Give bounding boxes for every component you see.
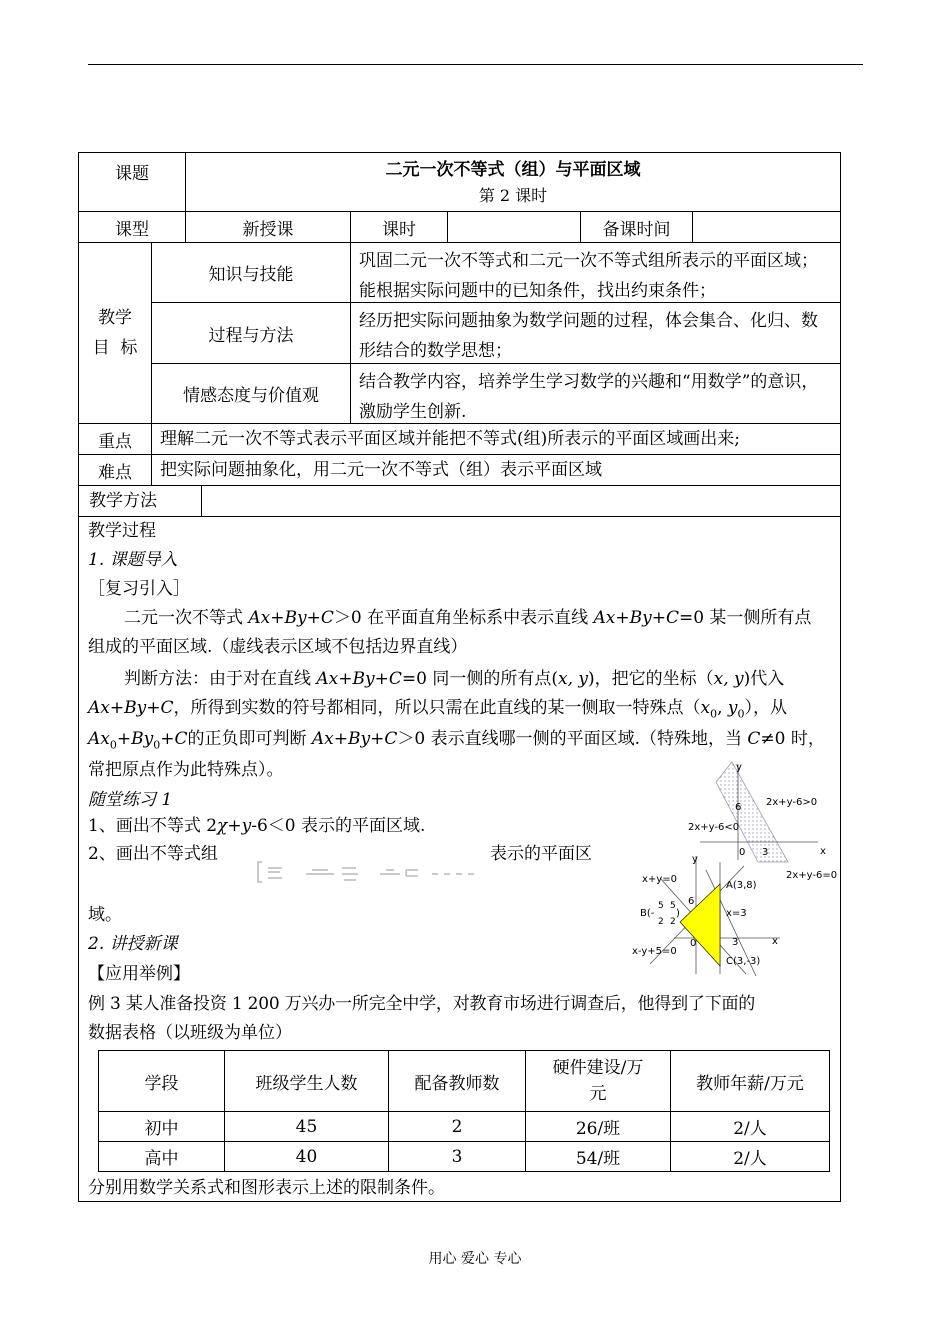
cell: 26/班 bbox=[526, 1112, 671, 1142]
method-label-cell bbox=[78, 485, 202, 517]
difficulty-text-cell bbox=[151, 454, 841, 486]
g2-six: 6 bbox=[688, 896, 695, 907]
goal-name-process bbox=[151, 302, 351, 364]
paragraph-1-line-1 bbox=[88, 604, 869, 633]
goal-text-1: 巩固二元一次不等式和二元一次不等式组所表示的平面区域；能根据实际问题中的已知条件，找出约束条件； bbox=[359, 251, 818, 301]
p2l2-g: 0 bbox=[737, 707, 745, 721]
paragraph-2-line-3 bbox=[88, 725, 833, 759]
key-point-text-cell bbox=[151, 423, 841, 455]
cell: 40 bbox=[225, 1142, 389, 1172]
apply-heading: 【应用举例】 bbox=[88, 964, 190, 984]
header-rule bbox=[88, 64, 863, 65]
g2-line-x-3: x=3 bbox=[726, 908, 747, 919]
page-footer: 用心 爱心 专心 bbox=[428, 1251, 522, 1267]
table-row bbox=[99, 1112, 830, 1142]
method-label: 教学方法 bbox=[89, 491, 157, 511]
g2-line-2x-y-6: 2x+y-6=0 bbox=[786, 870, 838, 881]
hours-label-cell bbox=[350, 211, 448, 243]
exercise-2-tail: 域。 bbox=[88, 905, 122, 925]
p2l3-j: ≠0 时， bbox=[760, 729, 825, 749]
difficulty-label-cell bbox=[78, 454, 152, 486]
key-point-label: 重点 bbox=[98, 431, 132, 452]
graph-feasible-triangle bbox=[630, 852, 840, 977]
type-value: 新授课 bbox=[242, 219, 294, 240]
cell: 初中 bbox=[99, 1112, 225, 1142]
inequality-system-image bbox=[256, 858, 486, 886]
p2l3-i: C bbox=[747, 729, 761, 749]
p1-a: 二元一次不等式 bbox=[124, 608, 249, 628]
goal-name-1: 知识与技能 bbox=[208, 265, 294, 285]
p2-a: 判断方法：由于对在直线 bbox=[124, 669, 317, 689]
title-label-cell bbox=[78, 152, 186, 212]
p1-c: ＞0 在平面直角坐标系中表示直线 bbox=[333, 608, 594, 628]
goal-name-2: 过程与方法 bbox=[208, 325, 294, 346]
th-hardware-2: 元 bbox=[589, 1084, 607, 1104]
p2l3-a: Ax bbox=[88, 729, 110, 749]
g2-feasible-region bbox=[680, 884, 720, 966]
p2l2-b: ，所得到实数的符号都相同，所以只需在此直线的某一侧取一特殊点（ bbox=[173, 698, 701, 718]
g1-six: 6 bbox=[735, 802, 742, 813]
type-value-cell bbox=[185, 211, 351, 243]
p2-g: )代入 bbox=[743, 669, 785, 689]
g1-three: 3 bbox=[762, 847, 769, 858]
p2l3-d: 0 bbox=[153, 738, 161, 752]
goals-label-cell bbox=[78, 242, 152, 424]
p2l3-g: Ax+By+C bbox=[311, 729, 398, 749]
g2-b-num-1: 5 bbox=[658, 901, 664, 911]
th-hardware bbox=[526, 1051, 671, 1112]
cell: 54/班 bbox=[526, 1142, 671, 1172]
g1-y-label: y bbox=[736, 762, 742, 773]
g2-point-c: C(3,-3) bbox=[726, 956, 761, 967]
method-value-cell bbox=[201, 485, 841, 517]
key-point-label-cell bbox=[78, 423, 152, 455]
goal-text-3: 结合教学内容，培养学生学习数学的兴趣和“用数学”的意识，激励学生创新. bbox=[359, 372, 819, 422]
th-teachers: 配备教师数 bbox=[389, 1051, 526, 1112]
paragraph-2-line-4: 常把原点作为此特殊点）。 bbox=[88, 760, 284, 780]
p2l3-h: ＞0 表示直线哪一侧的平面区域.（特殊地，当 bbox=[397, 729, 748, 749]
lesson-number: 第 2 课时 bbox=[478, 186, 548, 205]
type-label: 课型 bbox=[115, 219, 149, 240]
cell: 2 bbox=[389, 1112, 526, 1142]
cell: 2/人 bbox=[671, 1112, 830, 1142]
p2l2-e: , bbox=[717, 698, 728, 718]
ex1-e: -6＜0 表示的平面区域. bbox=[251, 816, 426, 836]
table-row bbox=[99, 1142, 830, 1172]
p2-c: =0 同一侧的所有点( bbox=[401, 669, 558, 689]
g2-b-num-2: 5 bbox=[670, 901, 676, 911]
exercise-1 bbox=[88, 812, 538, 841]
section-2-heading: 2. 讲授新课 bbox=[88, 934, 178, 954]
goal-name-attitude bbox=[151, 363, 351, 424]
th-students: 班级学生人数 bbox=[225, 1051, 389, 1112]
section-1-heading: 1. 课题导入 bbox=[88, 550, 178, 570]
goal-text-process bbox=[350, 302, 841, 364]
p2l2-f: y bbox=[727, 698, 738, 718]
goals-label-1: 教学 bbox=[98, 308, 132, 328]
g1-zero: 0 bbox=[739, 847, 746, 858]
cell: 3 bbox=[389, 1142, 526, 1172]
g2-line-x-y-5: x-y+5=0 bbox=[632, 946, 677, 957]
g1-x-label: x bbox=[820, 846, 826, 857]
th-stage: 学段 bbox=[99, 1051, 225, 1112]
prep-value-cell bbox=[692, 211, 841, 243]
practice-heading: 随堂练习 1 bbox=[88, 790, 173, 810]
g2-zero: 0 bbox=[690, 938, 697, 949]
p2l2-a: Ax+By+C bbox=[88, 698, 174, 718]
graph-region-2x-y-6 bbox=[680, 760, 840, 865]
review-heading: ［复习引入］ bbox=[88, 579, 190, 599]
difficulty-text: 把实际问题抽象化，用二元一次不等式（组）表示平面区域 bbox=[160, 460, 602, 480]
goal-text-knowledge bbox=[350, 242, 841, 303]
p2l2-h: ），从 bbox=[744, 698, 787, 718]
title-label: 课题 bbox=[115, 164, 149, 184]
p1-b: Ax+By+C bbox=[248, 608, 334, 628]
th-hardware-1: 硬件建设/万 bbox=[552, 1058, 644, 1078]
example-3-line-1: 例 3 某人准备投资 1 200 万兴办一所完全中学，对教育市场进行调查后，他得到了下面的 bbox=[88, 994, 756, 1014]
ex1-b: χ bbox=[217, 816, 228, 836]
th-salary: 教师年薪/万元 bbox=[671, 1051, 830, 1112]
data-table bbox=[98, 1050, 830, 1172]
exercise-2-end: 表示的平面区 bbox=[490, 844, 592, 864]
p1-d: Ax+By+C bbox=[593, 608, 679, 628]
prep-label-cell bbox=[580, 211, 693, 243]
g1-upper-label: 2x+y-6>0 bbox=[766, 797, 818, 808]
g1-lower-label: 2x+y-6<0 bbox=[688, 822, 740, 833]
title-cell bbox=[185, 152, 841, 212]
goal-name-3: 情感态度与价值观 bbox=[183, 386, 319, 406]
p1-e: =0 某一侧所有点 bbox=[678, 608, 812, 628]
g2-y-label: y bbox=[692, 854, 698, 865]
paragraph-1-line-2: 组成的平面区域.（虚线表示区域不包括边界直线） bbox=[88, 637, 468, 657]
conclusion-line: 分别用数学关系式和图形表示上述的限制条件。 bbox=[88, 1178, 445, 1198]
difficulty-label: 难点 bbox=[98, 462, 132, 483]
p2-e: )，把它的坐标（ bbox=[587, 669, 714, 689]
g2-three: 3 bbox=[732, 937, 739, 948]
cell: 高中 bbox=[99, 1142, 225, 1172]
goal-text-2: 经历把实际问题抽象为数学问题的过程，体会集合、化归、数形结合的数学思想； bbox=[359, 311, 818, 361]
g2-x-label: x bbox=[772, 936, 778, 947]
g2-point-a: A(3,8) bbox=[726, 880, 757, 891]
paragraph-2-line-1 bbox=[88, 665, 869, 694]
cell: 2/人 bbox=[671, 1142, 830, 1172]
goals-label-2: 目 标 bbox=[92, 338, 138, 358]
p2l2-c: x bbox=[700, 698, 711, 718]
key-point-text: 理解二元一次不等式表示平面区域并能把不等式(组)所表示的平面区域画出来; bbox=[160, 429, 740, 449]
p2l3-f: 的正负即可判断 bbox=[187, 729, 312, 749]
process-title: 教学过程 bbox=[88, 521, 156, 541]
cell: 45 bbox=[225, 1112, 389, 1142]
g2-line-x-plus-y: x+y=0 bbox=[642, 874, 677, 885]
g2-b-den-1: 2 bbox=[658, 917, 664, 927]
table-header-row bbox=[99, 1051, 830, 1112]
p2l3-b: 0 bbox=[109, 738, 117, 752]
p2-d: x, y bbox=[557, 669, 588, 689]
paragraph-2-line-2 bbox=[88, 694, 833, 728]
ex1-d: y bbox=[241, 816, 252, 836]
goal-text-attitude bbox=[350, 363, 841, 424]
hours-label: 课时 bbox=[382, 219, 416, 240]
p2l3-c: +By bbox=[116, 729, 154, 749]
exercise-2-start: 2、画出不等式组 bbox=[88, 844, 218, 864]
example-3-line-2: 数据表格（以班级为单位） bbox=[88, 1023, 292, 1043]
goal-name-knowledge bbox=[151, 242, 351, 303]
lesson-title: 二元一次不等式（组）与平面区域 bbox=[385, 160, 641, 180]
p2-f: x, y bbox=[713, 669, 744, 689]
hours-value-cell bbox=[447, 211, 581, 243]
ex1-a: 1、画出不等式 2 bbox=[88, 816, 218, 836]
ex1-c: + bbox=[227, 816, 242, 836]
p2l3-e: +C bbox=[160, 729, 188, 749]
g2-b-close: ) bbox=[676, 908, 680, 919]
p2l2-d: 0 bbox=[710, 707, 718, 721]
type-label-cell bbox=[78, 211, 186, 243]
g2-point-b: B(- bbox=[640, 908, 655, 919]
prep-label: 备课时间 bbox=[602, 219, 671, 240]
p2-b: Ax+By+C bbox=[316, 669, 402, 689]
g2-b-den-2: 2 bbox=[670, 917, 676, 927]
